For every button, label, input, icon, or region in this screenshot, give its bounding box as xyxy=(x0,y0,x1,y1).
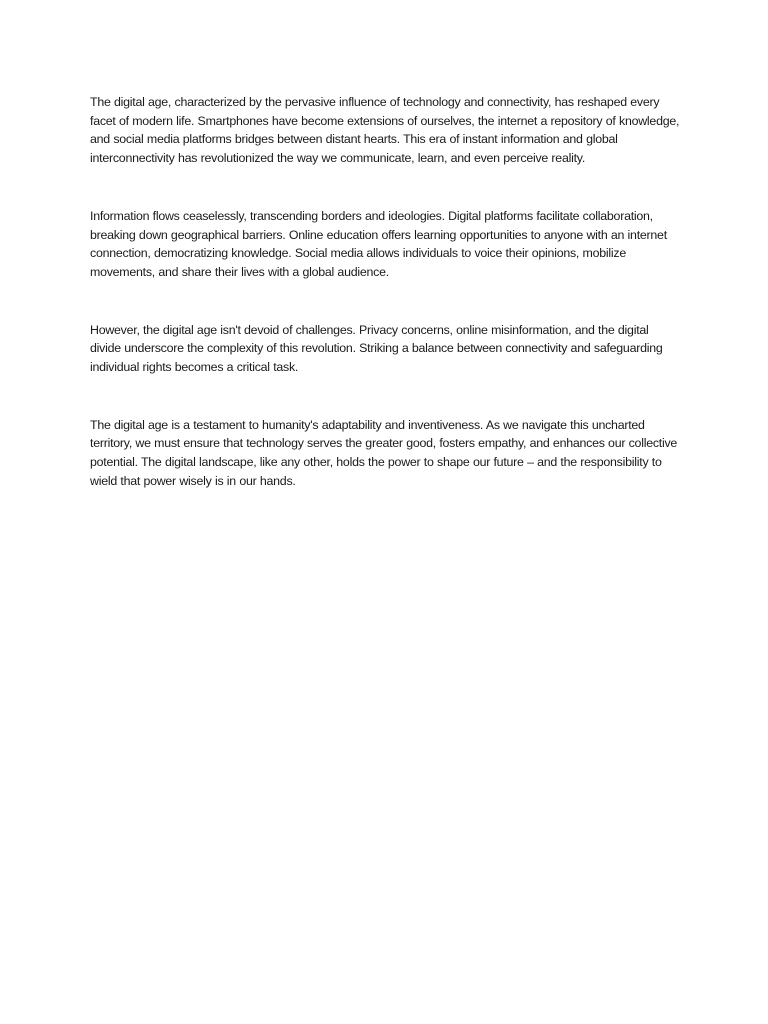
paragraph-challenges: However, the digital age isn't devoid of challenges. Privacy concerns, online misinformation, and the digital divide underscore the complexity of this revolution. Striking a balance between connectivity and safeguarding individual rights becomes a critical task. xyxy=(90,322,663,375)
paragraph-intro: The digital age, characterized by the pervasive influence of technology and connectivity, has reshaped every facet of modern life. Smartphones have become extensions of ourselves, the internet a repository of knowledge, and social media platforms bridges between distant hearts. This era of instant information and global interconnectivity has revolutionized the way we communicate, learn, and even perceive reality. xyxy=(90,95,680,166)
paragraph-conclusion: The digital age is a testament to humanity's adaptability and inventiveness. As we navigate this uncharted territory, we must ensure that technology serves the greater good, fosters empathy, and enhances our collective potential. The digital landscape, like any other, holds the power to shape our future – and the responsibility to wield that power wisely is in our hands. xyxy=(90,417,678,488)
document-body xyxy=(90,93,680,530)
paragraph-information-flow: Information flows ceaselessly, transcending borders and ideologies. Digital platforms facilitate collaboration, breaking down geographical barriers. Online education offers learning opportunities to anyone with an internet connection, democratizing knowledge. Social media allows individuals to voice their opinions, mobilize movements, and share their lives with a global audience. xyxy=(90,208,667,279)
